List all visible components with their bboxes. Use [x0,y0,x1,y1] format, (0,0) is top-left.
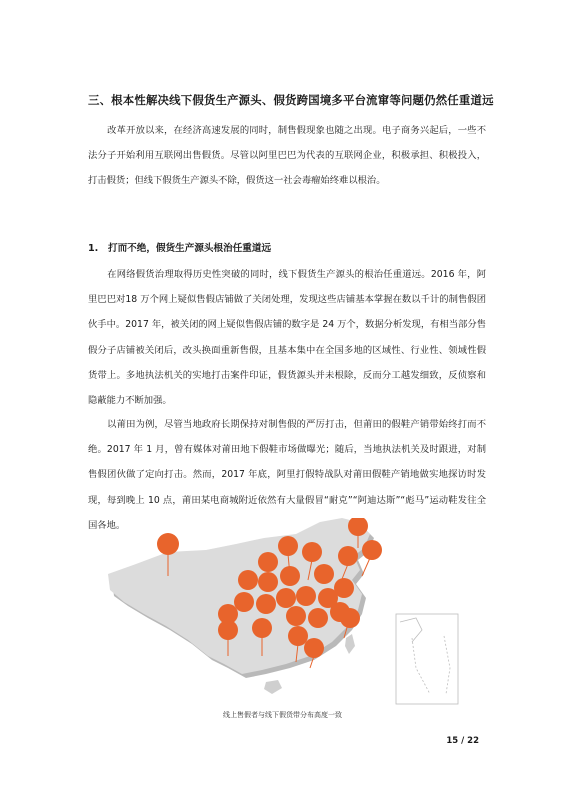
taiwan-island [345,634,355,654]
page-number: 15 / 22 [446,736,479,746]
section-intro-paragraph [88,118,486,194]
section-heading: 三、根本性解决线下假货生产源头、假货跨国境多平台流窜等问题仍然任重道远 [88,93,494,107]
subsection-title: 打而不绝，假货生产源头根治任重道远 [108,243,272,254]
subsection-heading [88,240,271,254]
hainan-island [264,680,282,694]
south-sea-inset [396,614,458,704]
pin-northeast-2 [362,540,382,576]
subsection-number: 1. [88,243,99,254]
paragraph-2-text: 以莆田为例，尽管当地政府长期保持对制售假的严厉打击，但莆田的假鞋产销带始终打而不绝。2017 年 1 月，曾有媒体对莆田地下假鞋市场做曝光；随后，当地执法机关及时跟进，对制售假团伙做了定向打击。然而，2017 年底，阿里打假特战队对莆田假鞋产销地做实地探访时发现，每到晚上 10 点，莆田某电商城附近依然有大量假冒“耐克”“阿迪达斯”“彪马”运动鞋发往全国各地。 [88,419,486,531]
paragraph-1 [88,262,486,413]
paragraph-1-text: 在网络假货治理取得历史性突破的同时，线下假货生产源头的根治任重道远。2016 年，阿里巴巴对18 万个网上疑似售假店铺做了关闭处理，发现这些店铺基本掌握在数以千计的制售假团伙手中。2017 年，被关闭的网上疑似售假店铺的数字是 24 万个，数据分析发现，有相当部分售假分子店铺被关闭后，改头换面重新售假，且基本集中在全国多地的区域性、行业性、领域性假货带上。多地执法机关的实地打击案件印证，假货源头并未根除，反而分工越发细致，反侦察和隐蔽能力不断加强。 [88,269,486,407]
section-intro-text: 改革开放以来，在经济高速发展的同时，制售假现象也随之出现。电子商务兴起后，一些不法分子开始利用互联网出售假货。尽管以阿里巴巴为代表的互联网企业，积极承担、积极投入，打击假货；但线下假货生产源头不除，假货这一社会毒瘤始终难以根治。 [88,125,486,187]
figure-caption: 线上售假者与线下假货带分布高度一致 [223,711,342,719]
pin-south-3 [304,638,324,668]
distribution-map [100,518,480,708]
